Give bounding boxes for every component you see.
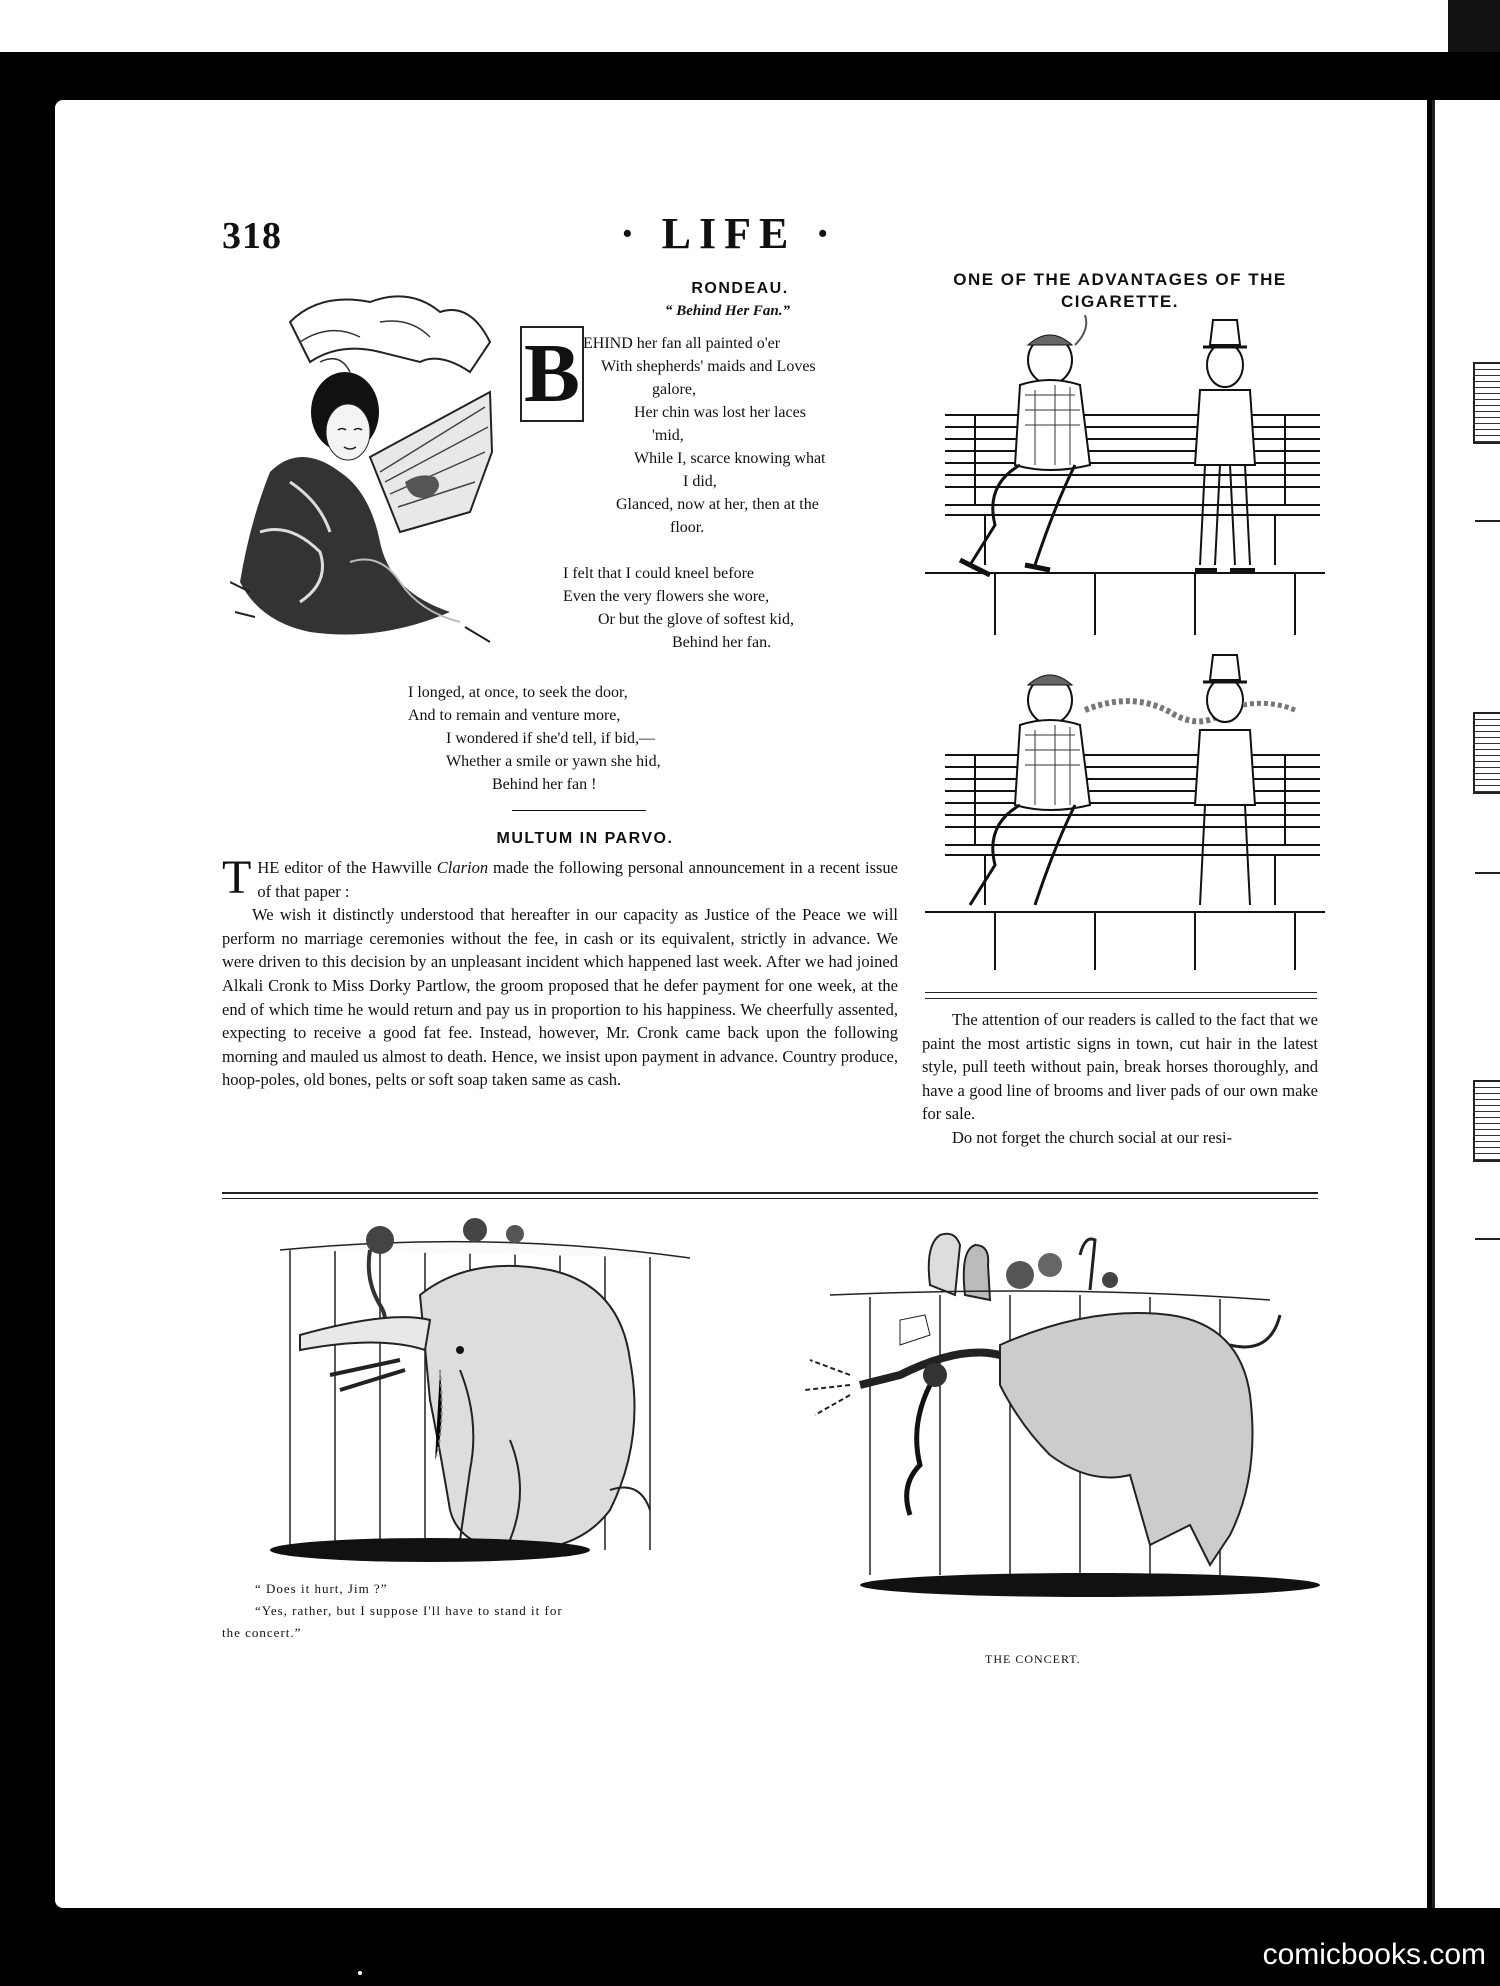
cigarette-title-line2: CIGARETTE. bbox=[1061, 292, 1179, 311]
poem-line: Even the very flowers she wore, bbox=[563, 588, 770, 605]
poem-line: I longed, at once, to seek the door, bbox=[408, 684, 628, 701]
adjacent-page-rule bbox=[1475, 520, 1500, 522]
poem-line: Behind her fan. bbox=[672, 634, 772, 651]
poem-line: Glanced, now at her, then at the bbox=[616, 496, 819, 513]
cartoon-caption-line: the concert.” bbox=[222, 1625, 302, 1640]
initial-letter: T bbox=[222, 851, 252, 904]
adjacent-page-rule bbox=[1475, 1238, 1500, 1240]
bench-panel-two bbox=[925, 650, 1325, 970]
scan-corner bbox=[1448, 0, 1500, 52]
article-text: made the following personal announcement in a recent issue of that paper : bbox=[257, 858, 898, 901]
article-paragraph: We wish it distinctly understood that hereafter in our capacity as Justice of the Peace we will perform no marriage ceremonies without the fee, in cash or its equivalent, strictly in advance. We were driven to this decision by an unpleasant incident which happened last week. After we had joined Alkali Cronk to Miss Dorky Partlow, the groom proposed that he defer payment for one week, at the end of which time he would return and pay us in proportion to his happiness. We cheerfully assented, expecting to receive a good fat fee. Instead, however, Mr. Cronk came back upon the following morning and mauled us almost to death. Hence, we insist upon payment in advance. Country produce, hoop-poles, old bones, pelts or soft soap taken same as cash. bbox=[222, 905, 898, 1090]
rondeau-title: RONDEAU. bbox=[691, 280, 789, 297]
cigarette-title-line1: ONE OF THE ADVANTAGES OF THE bbox=[953, 270, 1287, 289]
multum-article bbox=[222, 851, 898, 1092]
page-number: 318 bbox=[222, 215, 282, 257]
poem-line: Whether a smile or yawn she hid, bbox=[446, 753, 661, 770]
drop-cap-letter: B bbox=[520, 326, 584, 422]
scan-speck bbox=[358, 1971, 362, 1975]
page-divider-top bbox=[222, 1192, 1318, 1194]
multum-title: MULTUM IN PARVO. bbox=[496, 830, 674, 847]
elephant-sitting-cartoon bbox=[250, 1210, 730, 1570]
poem-line: I felt that I could kneel before bbox=[563, 565, 755, 582]
lady-with-fan-illustration bbox=[230, 282, 530, 662]
poem-line: With shepherds' maids and Loves bbox=[601, 358, 816, 375]
poem-line: galore, bbox=[652, 381, 696, 398]
section-divider bbox=[512, 810, 646, 811]
poem-line: Her chin was lost her laces bbox=[634, 404, 806, 421]
poem-line: EHIND her fan all painted o'er bbox=[583, 335, 781, 352]
poem-line: floor. bbox=[670, 519, 705, 536]
cartoon-caption-line: “Yes, rather, but I suppose I'll have to stand it for bbox=[255, 1603, 563, 1618]
poem-line: I wondered if she'd tell, if bid,— bbox=[446, 730, 656, 747]
concert-caption: THE CONCERT. bbox=[985, 1652, 1081, 1666]
watermark: comicbooks.com bbox=[1262, 1938, 1486, 1971]
poem-line: Or but the glove of softest kid, bbox=[598, 611, 794, 628]
newspaper-name: Clarion bbox=[436, 858, 489, 877]
cartoon-caption-line: “ Does it hurt, Jim ?” bbox=[255, 1581, 388, 1596]
adjacent-page-fragment bbox=[1473, 1080, 1500, 1162]
poem-line: I did, bbox=[683, 473, 717, 490]
poem-line: 'mid, bbox=[652, 427, 684, 444]
advertisement-column bbox=[922, 1008, 1318, 1150]
adjacent-page-edge bbox=[1432, 100, 1500, 1908]
poem-line: Behind her fan ! bbox=[492, 776, 597, 793]
page-divider-bottom bbox=[222, 1198, 1318, 1199]
poem-line: And to remain and venture more, bbox=[408, 707, 621, 724]
article-text: HE editor of the Hawville bbox=[257, 858, 437, 877]
bench-panel-one bbox=[925, 315, 1325, 635]
adjacent-page-fragment bbox=[1473, 362, 1500, 444]
scan-top-margin bbox=[0, 0, 1448, 52]
poem-line: While I, scarce knowing what bbox=[634, 450, 826, 467]
adjacent-page-rule bbox=[1475, 872, 1500, 874]
double-rule-bottom bbox=[925, 998, 1317, 999]
advertisement-paragraph: The attention of our readers is called to the fact that we paint the most artistic signs in town, cut hair in the latest style, pull teeth without pain, break horses thoroughly, and have a good line of brooms and liver pads of our own make for sale. bbox=[922, 1010, 1318, 1124]
concert-cartoon bbox=[790, 1225, 1330, 1605]
advertisement-paragraph: Do not forget the church social at our resi- bbox=[952, 1127, 1233, 1147]
rondeau-subtitle: “ Behind Her Fan.” bbox=[665, 303, 791, 319]
adjacent-page-fragment bbox=[1473, 712, 1500, 794]
double-rule-top bbox=[925, 992, 1317, 993]
masthead-title: · LIFE · bbox=[620, 209, 839, 258]
